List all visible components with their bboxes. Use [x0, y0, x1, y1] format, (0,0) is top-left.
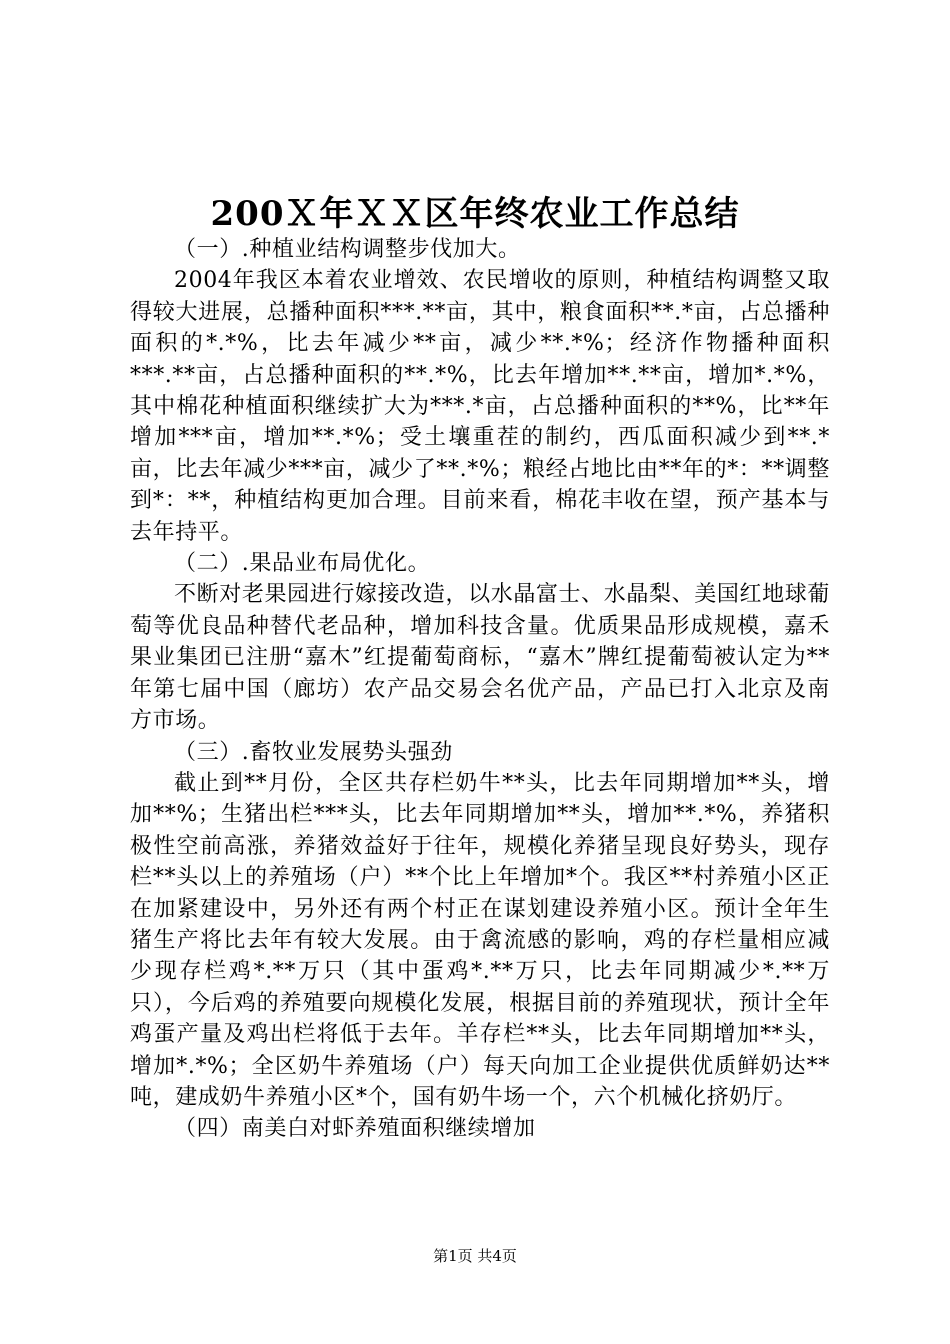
paragraph-livestock: 截止到**月份，全区共存栏奶牛**头，比去年同期增加**头，增加**%；生猪出栏***头，比去年同期增加**头，增加**.*%，养猪积极性空前高涨，养猪效益好于往年，规模化养猪呈现良好势头，现存栏**头以上的养殖场（户）**个比上年增加*个。我区**村养殖小区正在加紧建设中，另外还有两个村正在谋划建设养殖小区。预计全年生猪生产将比去年有较大发展。由于禽流感的影响，鸡的存栏量相应减少现存栏鸡*.**万只（其中蛋鸡*.**万只，比去年同期减少*.**万只），今后鸡的养殖要向规模化发展，根据目前的养殖现状，预计全年鸡蛋产量及鸡出栏将低于去年。羊存栏**头，比去年同期增加**头，增加*.*%；全区奶牛养殖场（户）每天向加工企业提供优质鲜奶达**吨，建成奶牛养殖小区*个，国有奶牛场一个，六个机械化挤奶厅。: [130, 770, 830, 1110]
page-number-footer: 第1页 共4页: [433, 1247, 517, 1265]
section-heading-2: （二）.果品业布局优化。: [174, 551, 431, 577]
section-heading-3: （三）.畜牧业发展势头强劲: [174, 739, 453, 765]
paragraph-planting: 2004年我区本着农业增效、农民增收的原则，种植结构调整又取得较大进展，总播种面积***.**亩，其中，粮食面积**.*亩，占总播种面积的*.*%，比去年减少**亩，减少**.*%；经济作物播种面积***.**亩，占总播种面积的**.*%，比去年增加**.**亩，增加*.*%，其中棉花种植面积继续扩大为***.*亩，占总播种面积的**%，比**年增加***亩，增加**.*%；受土壤重茬的制约，西瓜面积减少到**.*亩，比去年减少***亩，减少了**.*%；粮经占地比由**年的*：**调整到*：**，种植结构更加合理。目前来看，棉花丰收在望，预产基本与去年持平。: [130, 268, 830, 545]
document-title: 200Ｘ年ＸＸ区年终农业工作总结: [210, 194, 740, 234]
paragraph-fruit: 不断对老果园进行嫁接改造，以水晶富士、水晶梨、美国红地球葡萄等优良品种替代老品种，增加科技含量。优质果品形成规模，嘉禾果业集团已注册“嘉木”红提葡萄商标，“嘉木”牌红提葡萄被认定为**年第七届中国（廊坊）农产品交易会名优产品，产品已打入北京及南方市场。: [130, 582, 830, 734]
document-body: [130, 234, 830, 1145]
section-heading-4: （四）南美白对虾养殖面积继续增加: [174, 1116, 536, 1142]
section-heading-1: （一）.种植业结构调整步伐加大。: [174, 237, 521, 262]
